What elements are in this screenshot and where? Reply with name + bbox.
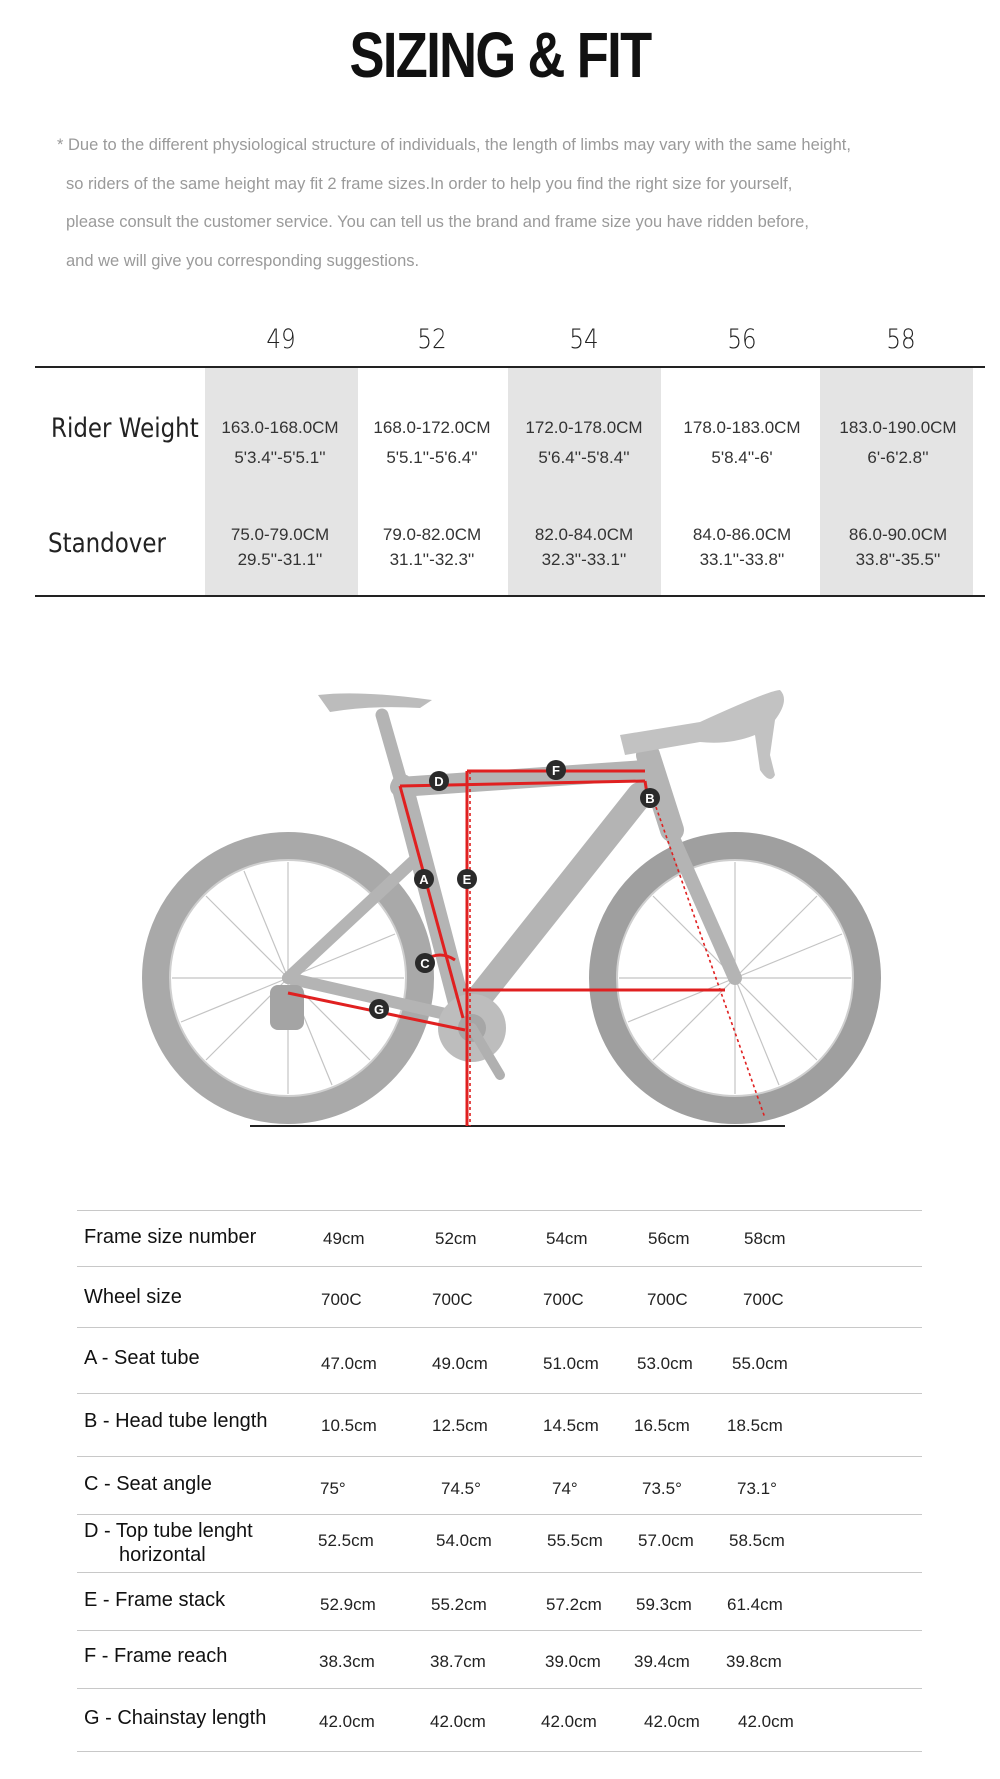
spec-label-text: C - Seat angle [84,1473,212,1495]
spec-value: 42.0cm [319,1712,375,1731]
cell-cm: 163.0-168.0CM [221,418,339,437]
spec-value: 700C [647,1290,688,1309]
spec-value: 700C [743,1290,784,1309]
saddle [318,693,432,712]
rear-derailleur [270,985,304,1030]
spec-value: 42.0cm [541,1712,597,1731]
cell-cm: 183.0-190.0CM [839,418,957,437]
size-cell [509,522,659,572]
row-label-standover: Standover [48,528,166,559]
spec-value: 16.5cm [634,1416,690,1435]
spec-label [84,1706,266,1730]
spec-label [84,1409,267,1433]
size-cell [823,413,973,473]
table-row [77,1630,922,1689]
spec-label [84,1472,212,1496]
cell-cm: 82.0-84.0CM [534,525,634,544]
cell-in: 5'6.4''-5'8.4'' [538,448,630,467]
spec-value: 59.3cm [636,1595,692,1614]
table-row [77,1327,922,1394]
spec-value: 55.5cm [547,1531,603,1550]
marker-c [415,953,435,973]
spec-value: 57.0cm [638,1531,694,1550]
spec-value: 56cm [648,1229,690,1248]
size-cell [823,522,973,572]
marker-c-label: C [420,956,430,971]
size-cell [357,522,507,572]
spec-label-text: horizontal [119,1544,206,1566]
size-cell [667,522,817,572]
marker-f-label: F [552,763,560,778]
size-header: 49 [266,324,296,355]
spec-value: 73.5° [642,1479,682,1498]
note-line: and we will give you corresponding suggestions. [66,251,420,270]
marker-b [640,788,660,808]
spec-value: 10.5cm [321,1416,377,1435]
spec-value: 58cm [744,1229,786,1248]
spec-label [84,1588,225,1612]
cell-cm: 79.0-82.0CM [382,525,482,544]
size-header: 56 [727,324,757,355]
spec-label-text: A - Seat tube [84,1347,200,1369]
cell-in: 5'8.4''-6' [711,448,773,467]
bicycle-illustration [156,690,867,1110]
table-row [77,1393,922,1457]
table-row [77,1514,922,1573]
cell-in: 33.1''-33.8'' [699,550,785,569]
size-header: 52 [417,324,447,355]
note-line: * Due to the different physiological structure of individuals, the length of limbs may vary with the same height, [57,136,851,154]
table-row [77,1688,922,1752]
cell-in: 29.5''-31.1'' [237,550,323,569]
spec-value: 49.0cm [432,1354,488,1373]
cell-cm: 84.0-86.0CM [692,525,792,544]
spec-value: 700C [321,1290,362,1309]
spec-value: 57.2cm [546,1595,602,1614]
page-title: SIZING & FIT [349,19,651,91]
spec-label [84,1285,182,1309]
spec-label-text: Wheel size [84,1286,182,1308]
cell-in: 5'5.1''-5'6.4'' [386,448,478,467]
cell-cm: 86.0-90.0CM [848,525,948,544]
rider-size-table [35,310,985,600]
marker-a-label: A [419,872,429,887]
spec-value: 39.8cm [726,1652,782,1671]
table-row [77,1210,922,1267]
table-row [77,1266,922,1328]
size-cell [667,413,817,473]
spec-label [84,1346,200,1370]
spec-value: 74.5° [441,1479,481,1498]
cell-in: 31.1''-32.3'' [389,550,475,569]
spec-label [84,1519,253,1567]
marker-d-label: D [434,774,444,789]
marker-d [429,771,449,791]
cell-in: 5'3.4''-5'5.1'' [234,448,326,467]
cell-cm: 75.0-79.0CM [230,525,330,544]
spec-value: 74° [552,1479,578,1498]
size-cell [205,413,355,473]
spec-value: 700C [432,1290,473,1309]
spec-value: 53.0cm [637,1354,693,1373]
spec-value: 75° [320,1479,346,1498]
spec-label-text: F - Frame reach [84,1645,228,1667]
marker-g [369,999,389,1019]
spec-value: 14.5cm [543,1416,599,1435]
cell-cm: 178.0-183.0CM [683,418,801,437]
spec-label-text: B - Head tube length [84,1410,268,1432]
spec-label [84,1644,227,1668]
fit-note [57,130,957,284]
marker-b-label: B [645,791,655,806]
seatpost [382,715,402,785]
spec-value: 39.4cm [634,1652,690,1671]
spec-value: 38.7cm [430,1652,486,1671]
size-header: 58 [886,324,916,355]
spec-value: 61.4cm [727,1595,783,1614]
spec-value: 55.0cm [732,1354,788,1373]
spec-value: 700C [543,1290,584,1309]
spec-label-text: E - Frame stack [84,1589,226,1611]
spec-value: 12.5cm [432,1416,488,1435]
table-top-rule [35,366,985,368]
note-line: please consult the customer service. You can tell us the brand and frame size you have ridden before, [66,213,809,231]
marker-e-label: E [462,872,472,887]
size-cell [357,413,507,473]
spec-value: 52.5cm [318,1531,374,1550]
marker-e [457,869,477,889]
spec-value: 18.5cm [727,1416,783,1435]
spec-label-text: G - Chainstay length [84,1707,267,1729]
spec-value: 54cm [546,1229,588,1248]
bike-geometry-diagram [0,660,1000,1140]
spec-value: 42.0cm [644,1712,700,1731]
spec-value: 38.3cm [319,1652,375,1671]
table-row [77,1456,922,1515]
spec-label [84,1225,256,1249]
spec-value: 58.5cm [729,1531,785,1550]
spec-value: 52.9cm [320,1595,376,1614]
spec-label-text: Frame size number [84,1226,257,1248]
spec-value: 52cm [435,1229,477,1248]
spec-value: 51.0cm [543,1354,599,1373]
spec-value: 42.0cm [738,1712,794,1731]
cell-in: 6'-6'2.8'' [867,448,929,467]
table-bottom-rule [35,595,985,597]
note-line: so riders of the same height may fit 2 frame sizes.In order to help you find the right size for yourself, [66,174,793,193]
cell-cm: 168.0-172.0CM [373,418,491,437]
spec-value: 55.2cm [431,1595,487,1614]
spec-value: 39.0cm [545,1652,601,1671]
spec-value: 42.0cm [430,1712,486,1731]
cell-cm: 172.0-178.0CM [525,418,643,437]
cell-in: 32.3''-33.1'' [541,550,627,569]
spec-value: 73.1° [737,1479,777,1498]
table-row [77,1572,922,1631]
marker-a [414,869,434,889]
size-cell [509,413,659,473]
spec-label-text: D - Top tube lenght [84,1520,253,1542]
spec-value: 49cm [323,1229,365,1248]
marker-f [546,760,566,780]
cell-in: 33.8''-35.5'' [855,550,941,569]
spec-value: 47.0cm [321,1354,377,1373]
spec-value: 54.0cm [436,1531,492,1550]
marker-g-label: G [373,1002,385,1017]
size-header: 54 [569,324,599,355]
row-label-rider-weight: Rider Weight [51,413,199,444]
size-cell [205,522,355,572]
